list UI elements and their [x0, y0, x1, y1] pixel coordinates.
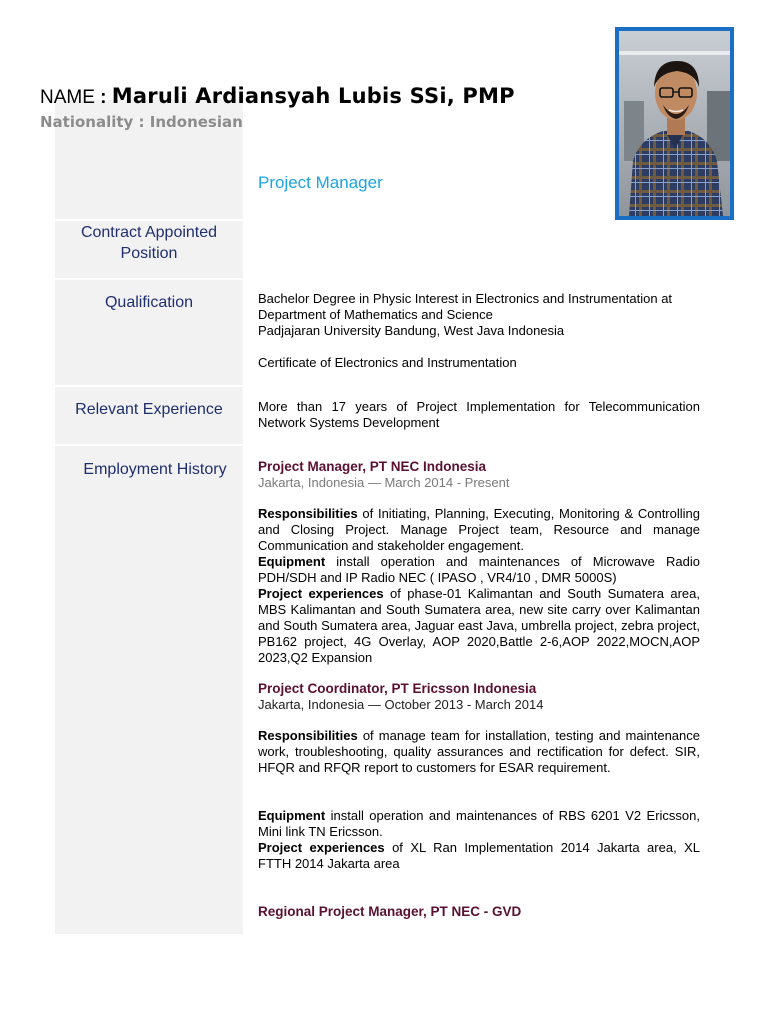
row-divider: [55, 385, 243, 387]
job-equipment: [258, 554, 700, 586]
label-contract-position: Contract Appointed Position: [80, 224, 218, 262]
qualification-certificate: Certificate of Electronics and Instrumentation: [258, 355, 517, 370]
responsibilities-text: of Initiating, Planning, Executing, Monitoring & Controlling and Closing Project. Manage Project team, Resource and manage Communication and stakeholder engagement.: [258, 506, 700, 553]
job-title: Project Coordinator, PT Ericsson Indonesia: [258, 681, 537, 696]
projects-label: Project experiences: [258, 840, 385, 855]
projects-label: Project experiences: [258, 586, 384, 601]
name-line: [40, 84, 515, 109]
job-projects: [258, 586, 700, 666]
equipment-text: install operation and maintenances of Microwave Radio PDH/SDH and IP Radio NEC ( IPASO , VR4/10 , DMR 5000S): [258, 554, 700, 585]
job-responsibilities: [258, 728, 700, 776]
job-equipment: [258, 808, 700, 840]
responsibilities-label: Responsibilities: [258, 506, 358, 521]
name-prefix: NAME: [40, 87, 95, 108]
label-employment-history: Employment History: [83, 461, 227, 478]
row-divider: [55, 278, 243, 280]
job-projects: [258, 840, 700, 872]
projects-text: of XL Ran Implementation 2014 Jakarta area, XL FTTH 2014 Jakarta area: [258, 840, 700, 871]
job-title: Regional Project Manager, PT NEC - GVD: [258, 904, 522, 919]
profile-photo-image: [619, 31, 730, 216]
label-qualification: Qualification: [104, 294, 194, 311]
role-title: Project Manager: [258, 173, 383, 192]
employment-section-3: [258, 904, 700, 920]
responsibilities-label: Responsibilities: [258, 728, 358, 743]
nationality: Nationality : Indonesian: [40, 113, 243, 131]
name-colon: :: [94, 87, 112, 108]
employment-section-2: [258, 681, 700, 776]
row-divider: [55, 444, 243, 446]
profile-photo: [615, 27, 734, 220]
qualification-university: Padjajaran University Bandung, West Java Indonesia: [258, 323, 565, 338]
label-relevant-experience: Relevant Experience: [75, 401, 223, 418]
job-responsibilities: [258, 506, 700, 554]
equipment-label: Equipment: [258, 554, 326, 569]
responsibilities-text: of manage team for installation, testing and maintenance work, troubleshooting, quality assurances and rectification for defect. SIR, HFQR and RFQR report to customers for ESAR requirement.: [258, 728, 700, 775]
equipment-label: Equipment: [258, 808, 326, 823]
qualification-section: [258, 291, 700, 371]
projects-text: of phase-01 Kalimantan and South Sumatera area, MBS Kalimantan and South Sumatera area, new site carry over Kalimantan and South Sumatera area, Jaguar east Java, umbrella project, zebra project, PB162 project, 4G Overlay, AOP 2020,Battle 2-6,AOP 2022,MOCN,AOP 2023,Q2 Expansion: [258, 586, 700, 665]
employment-section: [258, 459, 700, 666]
employment-section-2-cont: [258, 808, 700, 872]
candidate-name: Maruli Ardiansyah Lubis SSi, PMP: [111, 84, 515, 108]
experience-text: More than 17 years of Project Implementation for Telecommunication Network Systems Development: [258, 399, 700, 430]
job-title: Project Manager, PT NEC Indonesia: [258, 459, 487, 474]
job-meta: Jakarta, Indonesia — March 2014 - Present: [258, 475, 510, 490]
equipment-text: install operation and maintenances of RBS 6201 V2 Ericsson, Mini link TN Ericsson.: [258, 808, 700, 839]
job-meta: Jakarta, Indonesia — October 2013 - March 2014: [258, 697, 544, 712]
qualification-degree: Bachelor Degree in Physic Interest in Electronics and Instrumentation at Department of Mathematics and Science: [258, 291, 673, 322]
row-divider: [55, 219, 243, 221]
